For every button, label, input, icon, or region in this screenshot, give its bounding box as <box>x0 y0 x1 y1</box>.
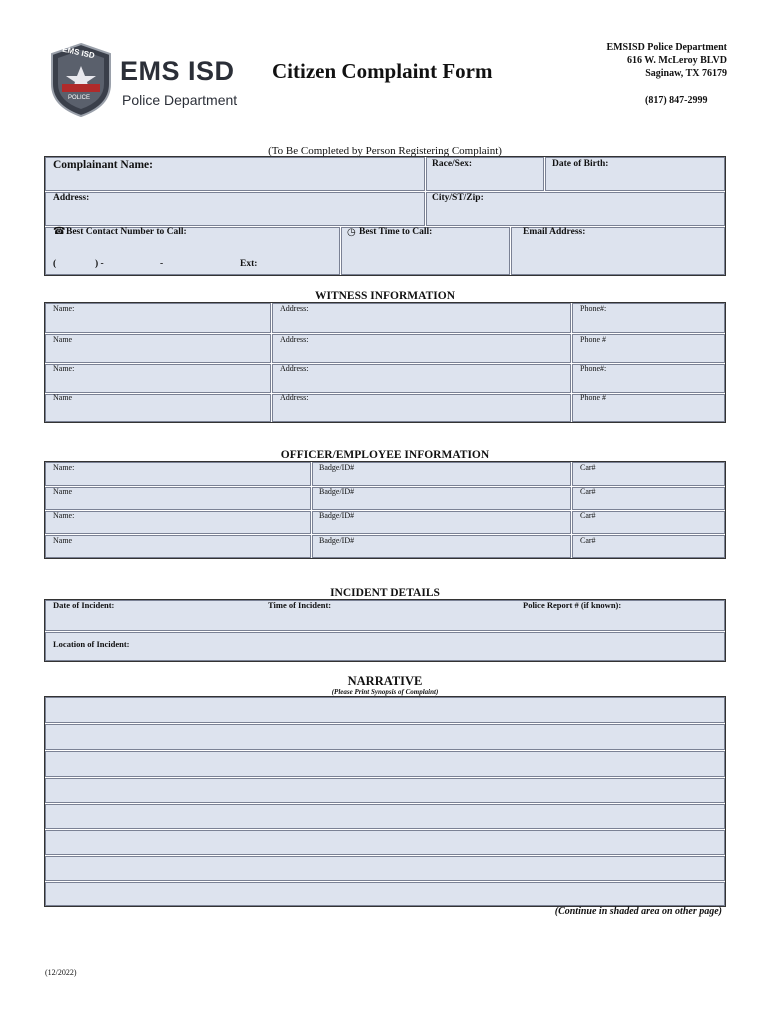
dept-address-1: 616 W. McLeroy BLVD <box>626 55 727 66</box>
contact-number-label: Best Contact Number to Call: <box>66 227 187 237</box>
narrative-line[interactable] <box>45 882 725 906</box>
badge-bottom-text: POLICE <box>68 95 91 101</box>
narrative-line[interactable] <box>45 724 725 750</box>
officer-name-field[interactable] <box>45 487 311 510</box>
officer-badge-label: Badge/ID# <box>319 463 355 472</box>
revision-date: (12/2022) <box>45 968 77 977</box>
incident-title: INCIDENT DETAILS <box>330 587 440 599</box>
email-label: Email Address: <box>523 227 586 237</box>
witness-name-label: Name <box>53 393 73 402</box>
city-st-zip-label: City/ST/Zip: <box>432 193 484 203</box>
narrative-line[interactable] <box>45 751 725 777</box>
witness-address-label: Address: <box>280 335 309 344</box>
clock-icon: ◷ <box>347 227 356 238</box>
dob-label: Date of Birth: <box>552 159 609 169</box>
logo-sub-text: Police Department <box>122 92 238 108</box>
officer-name-label: Name <box>53 487 73 496</box>
phone-open-paren: ( <box>53 259 57 269</box>
witness-address-field[interactable] <box>272 334 571 363</box>
witness-phone-label: Phone#: <box>580 304 607 313</box>
witness-address-label: Address: <box>280 364 309 373</box>
witness-name-field[interactable] <box>45 334 271 363</box>
witness-address-label: Address: <box>280 304 309 313</box>
narrative-subtitle: (Please Print Synopsis of Complaint) <box>331 688 439 696</box>
officer-car-label: Car# <box>580 463 596 472</box>
dept-address-2: Saginaw, TX 76179 <box>645 68 727 79</box>
ext-label: Ext: <box>240 259 258 269</box>
best-time-label: Best Time to Call: <box>359 227 433 237</box>
phone-dash: - <box>160 259 164 269</box>
dept-info <box>606 41 727 80</box>
narrative-line[interactable] <box>45 856 725 881</box>
witness-name-field[interactable] <box>45 364 271 393</box>
witness-name-field[interactable] <box>45 394 271 422</box>
narrative-line[interactable] <box>45 778 725 803</box>
complainant-name-label: Complainant Name: <box>53 159 153 171</box>
witness-name-label: Name <box>53 335 73 344</box>
phone-close-paren: ) - <box>95 259 104 269</box>
witness-address-field[interactable] <box>272 364 571 393</box>
witness-name-label: Name: <box>53 364 75 373</box>
witness-address-field[interactable] <box>272 303 571 333</box>
address-label: Address: <box>53 193 90 203</box>
incident-date-label: Date of Incident: <box>53 600 115 610</box>
officer-badge-label: Badge/ID# <box>319 511 355 520</box>
witness-phone-label: Phone # <box>580 335 606 344</box>
police-report-label: Police Report # (if known): <box>523 600 622 610</box>
complainant-note: (To Be Completed by Person Registering Complaint) <box>268 145 502 157</box>
officer-car-label: Car# <box>580 536 596 545</box>
officer-name-field[interactable] <box>45 462 311 486</box>
narrative-title: NARRATIVE <box>347 674 423 688</box>
officer-car-label: Car# <box>580 511 596 520</box>
officer-name-field[interactable] <box>45 511 311 534</box>
page-title: Citizen Complaint Form <box>272 59 493 83</box>
dept-phone: (817) 847-2999 <box>645 95 708 106</box>
officer-name-field[interactable] <box>45 535 311 558</box>
incident-time-label: Time of Incident: <box>268 600 332 610</box>
narrative-line[interactable] <box>45 697 725 723</box>
witness-title: WITNESS INFORMATION <box>314 290 456 302</box>
incident-location-field[interactable] <box>45 632 725 661</box>
narrative-line[interactable] <box>45 804 725 829</box>
address-field[interactable] <box>45 192 425 226</box>
badge-top-text: EMS ISD <box>61 44 96 61</box>
dept-name: EMSISD Police Department <box>606 42 727 53</box>
witness-address-field[interactable] <box>272 394 571 422</box>
race-sex-label: Race/Sex: <box>432 159 473 169</box>
logo-main-text: EMS ISD <box>120 56 235 86</box>
officer-name-label: Name: <box>53 463 75 472</box>
witness-name-field[interactable] <box>45 303 271 333</box>
officer-name-label: Name <box>53 536 73 545</box>
witness-address-label: Address: <box>280 393 309 402</box>
witness-phone-label: Phone#: <box>580 364 607 373</box>
phone-icon: ☎ <box>53 226 66 237</box>
narrative-line[interactable] <box>45 830 725 855</box>
witness-name-label: Name: <box>53 304 75 313</box>
witness-phone-label: Phone # <box>580 393 606 402</box>
officer-badge-label: Badge/ID# <box>319 536 355 545</box>
incident-location-label: Location of Incident: <box>53 639 130 649</box>
officer-title: OFFICER/EMPLOYEE INFORMATION <box>280 449 490 461</box>
officer-badge-label: Badge/ID# <box>319 487 355 496</box>
incident-datetime-field[interactable] <box>45 600 725 631</box>
officer-name-label: Name: <box>53 511 75 520</box>
logo <box>48 42 248 120</box>
continue-note: (Continue in shaded area on other page) <box>554 906 722 917</box>
officer-car-label: Car# <box>580 487 596 496</box>
